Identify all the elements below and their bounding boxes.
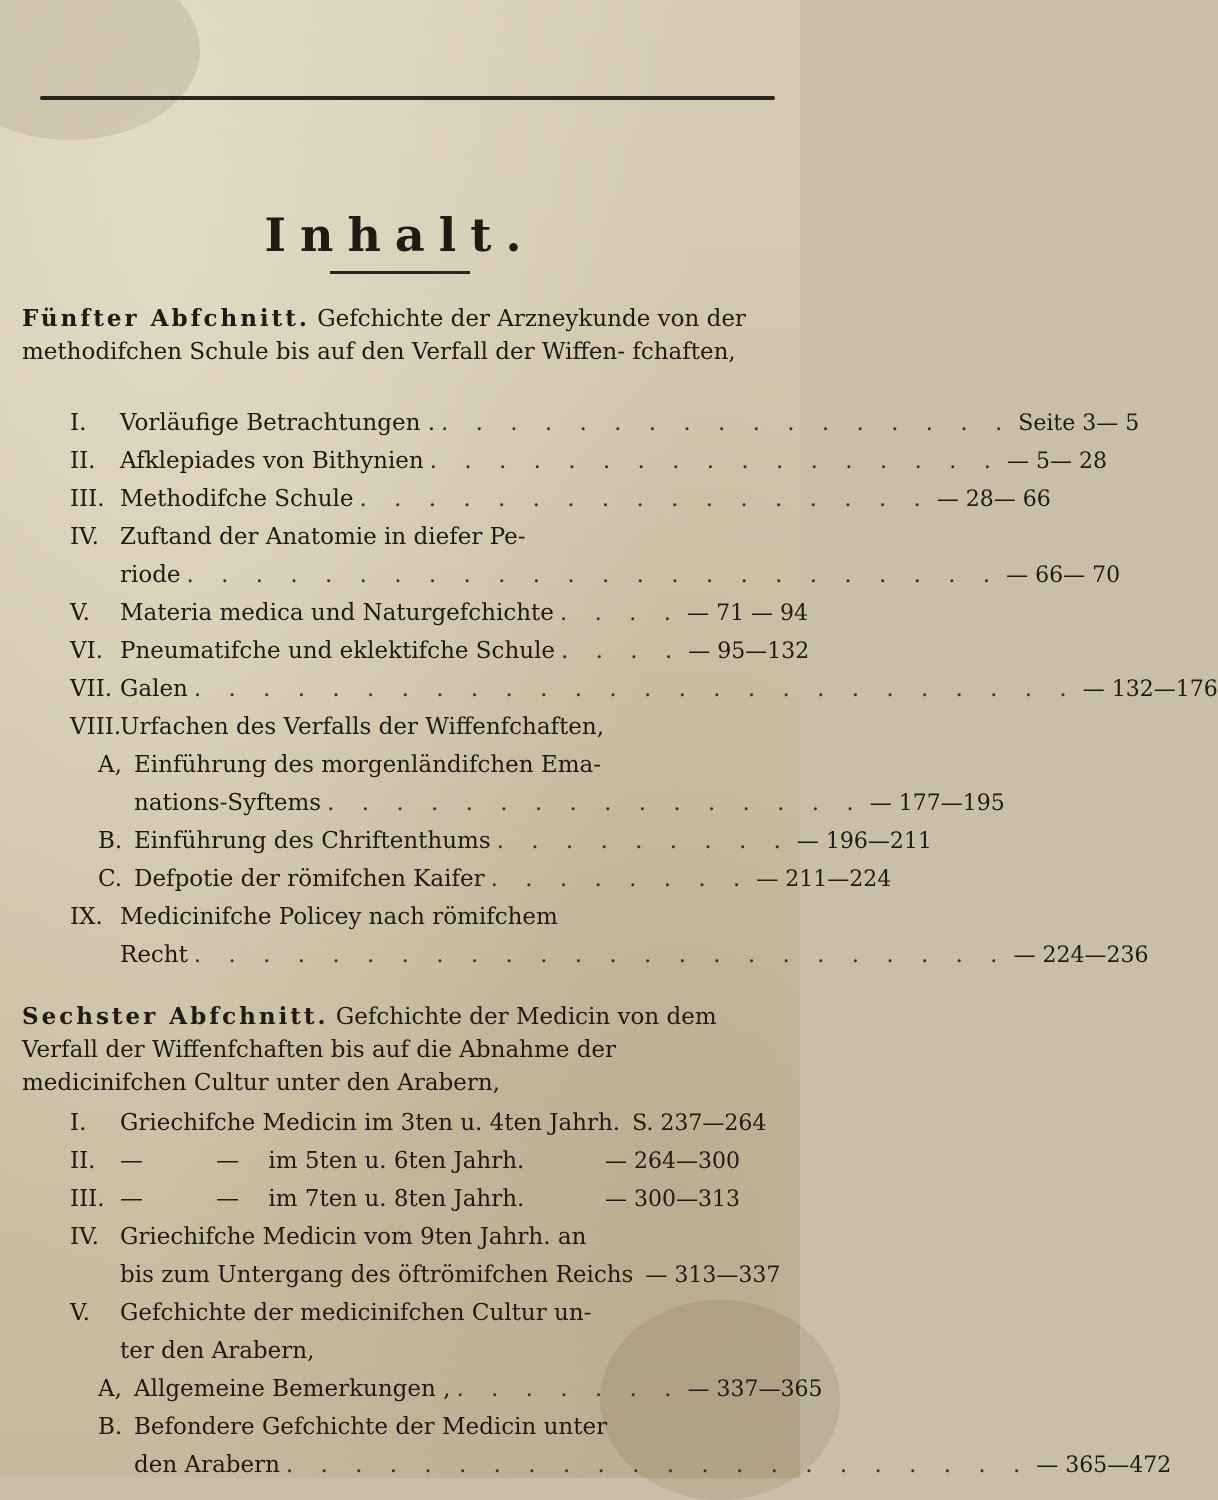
- entry-title: Griechifche Medicin im 3ten u. 4ten Jahrh.: [120, 1110, 621, 1136]
- entry-pages: — 71 — 94: [687, 601, 809, 626]
- entry-number: II.: [70, 1148, 96, 1174]
- entry-title: Afklepiades von Bithynien: [120, 448, 424, 474]
- toc-entry: [0, 784, 1005, 822]
- entry-title: Einführung des morgenländifchen Ema-: [134, 752, 601, 778]
- entry-pages: — 5— 28: [1007, 449, 1107, 474]
- entry-title: den Arabern: [134, 1452, 280, 1478]
- leader-dots: . . . . . . . . . . . . . . . . .: [441, 410, 1013, 436]
- entry-number: A,: [98, 1376, 122, 1402]
- toc-entry: [0, 518, 800, 556]
- toc-entry: [0, 1446, 1172, 1484]
- entry-title: Methodifche Schule: [120, 486, 354, 512]
- entry-number: V.: [70, 600, 90, 626]
- entry-title: Einführung des Chriftenthums: [134, 828, 491, 854]
- entry-title: Urfachen des Verfalls der Wiffenfchaften,: [120, 714, 605, 740]
- toc-entry: [0, 1256, 800, 1294]
- leader-dots: . . . . . . . . . . . . . . . . . . . . . . . .: [193, 942, 1008, 968]
- entry-title: nations-Syftems: [134, 790, 322, 816]
- section6-entries: [0, 1104, 1172, 1484]
- entry-title: Zuftand der Anatomie in diefer Pe-: [120, 524, 526, 550]
- toc-entry: [0, 442, 1107, 480]
- entry-number: V.: [70, 1300, 90, 1326]
- leader-dots: . . . . . . . . . . . . . . . . . . . . . .: [285, 1452, 1031, 1478]
- entry-pages: — 177—195: [869, 791, 1005, 816]
- paper-stain: [0, 0, 200, 140]
- entry-number: IX.: [70, 904, 103, 930]
- toc-entry: [0, 1332, 800, 1370]
- leader-dots: . . . . . . . . . . . . . . . .: [327, 790, 864, 816]
- entry-number: II.: [70, 448, 96, 474]
- page-title: Inhalt.: [264, 208, 536, 262]
- entry-pages: S. 237—264: [632, 1111, 767, 1136]
- entry-pages: — 300—313: [605, 1187, 740, 1212]
- entry-pages: — 337—365: [687, 1377, 823, 1402]
- leader-dots: . . . . . . . .: [490, 866, 751, 892]
- entry-title: Recht: [120, 942, 188, 968]
- entry-number: VI.: [70, 638, 104, 664]
- toc-entry: [0, 1370, 823, 1408]
- entry-title: Medicinifche Policey nach römifchem: [120, 904, 558, 930]
- toc-entry: [0, 670, 1218, 708]
- entry-title: — — im 5ten u. 6ten Jahrh.: [120, 1148, 525, 1174]
- section5-entries: [0, 404, 1218, 974]
- entry-pages: — 313—337: [645, 1263, 781, 1288]
- entry-number: III.: [70, 486, 105, 512]
- entry-number: IV.: [70, 1224, 99, 1250]
- leader-dots: . . . . . . . . . . . . . . . . .: [359, 486, 931, 512]
- top-rule: [40, 96, 775, 100]
- entry-number: B.: [98, 828, 123, 854]
- leader-dots: . . . .: [561, 638, 683, 664]
- toc-entry: [0, 860, 892, 898]
- entry-pages: — 196—211: [796, 829, 932, 854]
- entry-pages: — 95—132: [688, 639, 810, 664]
- entry-pages: — 132—176: [1082, 677, 1218, 702]
- entry-pages: — 264—300: [605, 1149, 740, 1174]
- leader-dots: . . . . . . . . . . . . . . . . .: [429, 448, 1001, 474]
- entry-number: IV.: [70, 524, 99, 550]
- entry-title: Galen: [120, 676, 188, 702]
- toc-entry: [0, 1218, 800, 1256]
- entry-title: Allgemeine Bemerkungen ,: [134, 1376, 451, 1402]
- toc-entry: [0, 594, 809, 632]
- entry-number: III.: [70, 1186, 105, 1212]
- leader-dots: . . . . . . . . . . . . . . . . . . . . . . . . . .: [193, 676, 1077, 702]
- toc-entry: [0, 556, 1121, 594]
- entry-title: Vorläufige Betrachtungen .: [120, 410, 436, 436]
- entry-pages: Seite 3— 5: [1018, 411, 1140, 436]
- entry-pages: — 66— 70: [1006, 563, 1121, 588]
- entry-pages: — 211—224: [756, 867, 892, 892]
- section5-heading: [22, 302, 782, 369]
- leader-dots: . . . .: [559, 600, 682, 626]
- entry-number: I.: [70, 410, 87, 436]
- entry-number: A,: [98, 752, 122, 778]
- entry-number: B.: [98, 1414, 123, 1440]
- leader-dots: . . . . . . . . . . . . . . . . . . . . . . . .: [186, 562, 1001, 588]
- toc-entry: [0, 1408, 800, 1446]
- section6-lead: Sechster Abfchnitt.: [22, 1003, 329, 1030]
- toc-entry: [0, 898, 800, 936]
- toc-entry: [0, 480, 1051, 518]
- entry-number: I.: [70, 1110, 87, 1136]
- section5-lead: Fünfter Abfchnitt.: [22, 305, 310, 332]
- entry-title: riode: [120, 562, 181, 588]
- toc-entry: [0, 1104, 800, 1142]
- leader-dots: . . . . . . . . .: [496, 828, 791, 854]
- toc-entry: [0, 936, 1149, 974]
- entry-number: C.: [98, 866, 123, 892]
- toc-entry: [0, 404, 1140, 442]
- entry-title: bis zum Untergang des öftrömifchen Reichs: [120, 1262, 634, 1288]
- toc-entry: [0, 746, 800, 784]
- toc-entry: [0, 1180, 800, 1218]
- entry-number: VII.: [70, 676, 113, 702]
- toc-entry: [0, 1142, 800, 1180]
- entry-title: Defpotie der römifchen Kaifer: [134, 866, 485, 892]
- entry-title: Gefchichte der medicinifchen Cultur un-: [120, 1300, 592, 1326]
- entry-title: Materia medica und Naturgefchichte: [120, 600, 554, 626]
- entry-pages: — 28— 66: [936, 487, 1051, 512]
- entry-title: Griechifche Medicin vom 9ten Jahrh. an: [120, 1224, 587, 1250]
- title-rule: [330, 271, 470, 274]
- leader-dots: . . . . . . .: [456, 1376, 682, 1402]
- section6-heading: [22, 1000, 782, 1100]
- toc-entry: [0, 708, 800, 746]
- entry-title: — — im 7ten u. 8ten Jahrh.: [120, 1186, 525, 1212]
- entry-title: Pneumatifche und eklektifche Schule: [120, 638, 556, 664]
- entry-title: ter den Arabern,: [120, 1338, 315, 1364]
- section5-title: Gefchichte der Arzneykunde von der methodifchen Schule bis auf den Verfall der Wiffen- fchaften,: [22, 306, 746, 365]
- toc-entry: [0, 822, 932, 860]
- toc-entry: [0, 632, 810, 670]
- section6-title: Gefchichte der Medicin von dem Verfall der Wiffenfchaften bis auf die Abnahme der medicinifchen Cultur unter den Arabern,: [22, 1004, 717, 1096]
- entry-pages: — 365—472: [1036, 1453, 1172, 1478]
- entry-title: Befondere Gefchichte der Medicin unter: [134, 1414, 608, 1440]
- entry-pages: — 224—236: [1013, 943, 1149, 968]
- toc-entry: [0, 1294, 800, 1332]
- entry-number: VIII.: [70, 714, 122, 740]
